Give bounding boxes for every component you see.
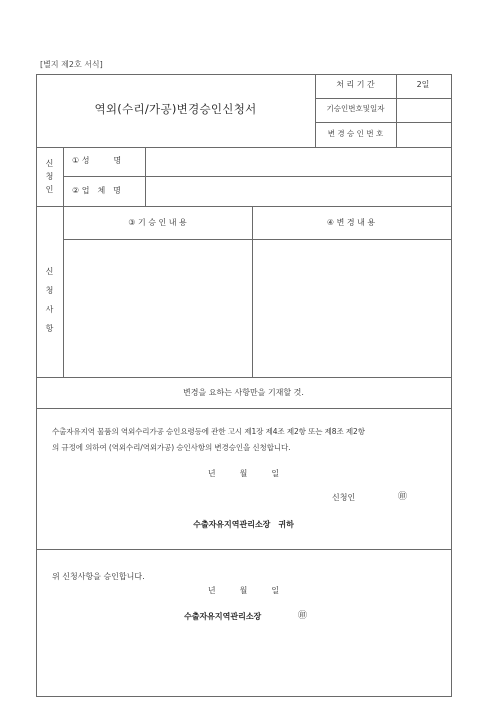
form-title: 역외(수리/가공)변경승인신청서 [94, 102, 257, 116]
applicant-signature-label: 신청인 [332, 493, 356, 502]
application-section-label: 신 청 사 항 [45, 267, 54, 333]
applicant-section-label: 신 청 인 [45, 159, 54, 194]
approval-number-date-label: 기승인번호및일자 [326, 104, 385, 113]
processing-period-label: 처 리 기 간 [336, 80, 375, 89]
change-content-header: ④ 변 경 내 용 [326, 218, 376, 227]
change-approval-number-label: 변 경 승 인 번 호 [327, 129, 384, 138]
applicant-name-label: ① 성 명 [72, 156, 122, 165]
declaration-addressee: 수출자유지역관리소장 귀하 [193, 520, 294, 529]
approved-content-header: ③ 기 승 인 내 용 [128, 218, 187, 227]
approval-seal-icon: ㊞ [298, 611, 308, 621]
applicant-company-label: ② 업 체 명 [72, 186, 121, 195]
approval-signer: 수출자유지역관리소장 [184, 612, 262, 621]
approval-number-date-field[interactable] [398, 100, 452, 121]
declaration-text-line1: 수출자유지역 물품의 역외수리가공 승인요령등에 관한 고시 제1장 제4조 제2항 또는 제8조 제2항 [52, 427, 365, 436]
change-content-field[interactable] [255, 242, 450, 376]
applicant-name-field[interactable] [147, 149, 451, 176]
instruction-note: 변경을 요하는 사항만을 기재할 것. [183, 388, 304, 397]
applicant-seal-icon: ㊞ [398, 492, 408, 502]
approval-date: 년 월 일 [207, 586, 280, 595]
approved-content-field[interactable] [66, 242, 252, 376]
approval-text: 위 신청사항을 승인합니다. [52, 572, 145, 581]
declaration-date: 년 월 일 [207, 469, 280, 478]
applicant-company-field[interactable] [147, 178, 451, 206]
declaration-text-line2: 의 규정에 의하여 (역외수리/역외가공) 승인사항의 변경승인을 신청합니다. [52, 443, 291, 452]
processing-period-value: 2일 [416, 80, 430, 89]
change-approval-number-field[interactable] [398, 124, 452, 146]
form-number-label: [별지 제2호 서식] [40, 60, 103, 69]
